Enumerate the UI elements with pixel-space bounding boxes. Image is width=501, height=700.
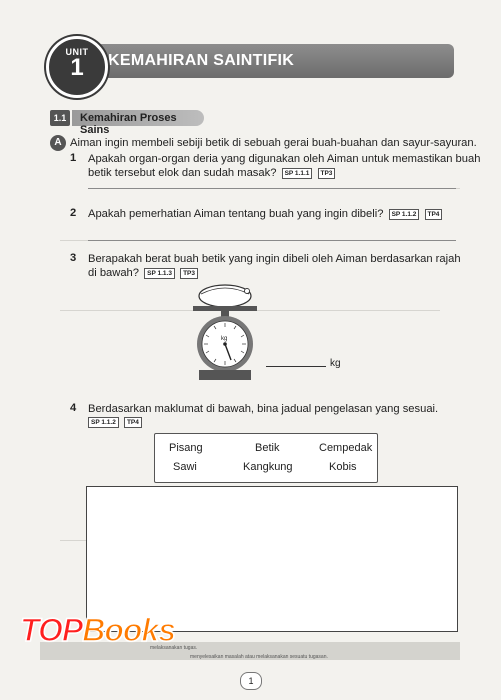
question-text-line2 <box>88 266 198 281</box>
word-item: Sawi <box>173 461 197 473</box>
weight-unit-label: kg <box>330 358 341 369</box>
question-number: 1 <box>70 152 77 164</box>
unit-title-bar <box>84 44 454 78</box>
footer-text: melaksanakan tugas. <box>150 645 198 651</box>
question-text: betik tersebut elok dan sudah masak? <box>88 167 277 179</box>
footer-text: menyelesaikan masalah atau melaksanakan sesuatu tugasan. <box>190 654 328 660</box>
page-number: 1 <box>240 672 262 690</box>
section-title-bar <box>72 110 204 136</box>
part-intro: Aiman ingin membeli sebiji betik di sebuah gerai buah-buahan dan sayur-sayuran. <box>70 137 477 149</box>
question-text: Apakah pemerhatian Aiman tentang buah yang ingin dibeli? <box>88 208 384 220</box>
question-text: Apakah organ-organ deria yang digunakan oleh Aiman untuk memastikan buah <box>88 153 481 165</box>
logo-part: Books <box>82 612 175 648</box>
classification-table-answer-box[interactable] <box>86 486 458 632</box>
sp-tag: SP 1.1.2 <box>389 209 420 220</box>
word-item: Kobis <box>329 461 357 473</box>
weight-answer-line[interactable] <box>266 366 326 367</box>
word-bank-box <box>154 433 378 483</box>
question-tags <box>88 415 142 430</box>
unit-label: UNIT <box>65 47 89 57</box>
unit-number: 1 <box>70 54 84 81</box>
section-number: 1.1 <box>50 110 70 126</box>
question-text-row <box>88 207 442 222</box>
part-letter-badge: A <box>50 135 66 151</box>
answer-line[interactable] <box>88 240 456 241</box>
answer-line[interactable] <box>88 188 456 189</box>
question-number: 4 <box>70 402 77 414</box>
tp-tag: TP3 <box>318 168 336 179</box>
question-number: 3 <box>70 252 77 264</box>
topbooks-watermark-logo <box>20 612 175 649</box>
tp-tag: TP3 <box>180 268 198 279</box>
unit-title: KEMAHIRAN SAINTIFIK <box>108 52 295 69</box>
tp-tag: TP4 <box>124 417 142 428</box>
question-number: 2 <box>70 207 77 219</box>
question-text: Berapakah berat buah betik yang ingin dibeli oleh Aiman berdasarkan rajah <box>88 253 461 265</box>
word-item: Kangkung <box>243 461 293 473</box>
word-item: Cempedak <box>319 442 373 454</box>
tp-tag: TP4 <box>425 209 443 220</box>
logo-part: TOP <box>20 612 83 648</box>
question-text-line2 <box>88 166 335 181</box>
question-text: di bawah? <box>88 267 140 279</box>
word-item: Betik <box>255 442 280 454</box>
sp-tag: SP 1.1.3 <box>144 268 175 279</box>
sp-tag: SP 1.1.1 <box>282 168 313 179</box>
unit-badge <box>46 36 108 98</box>
sp-tag: SP 1.1.2 <box>88 417 119 428</box>
section-title: Kemahiran Proses Sains <box>80 112 177 136</box>
dial-unit-label: kg <box>221 336 228 342</box>
question-text: Berdasarkan maklumat di bawah, bina jadual pengelasan yang sesuai. <box>88 403 439 415</box>
word-item: Pisang <box>169 442 203 454</box>
weighing-scale-illustration <box>185 280 265 385</box>
